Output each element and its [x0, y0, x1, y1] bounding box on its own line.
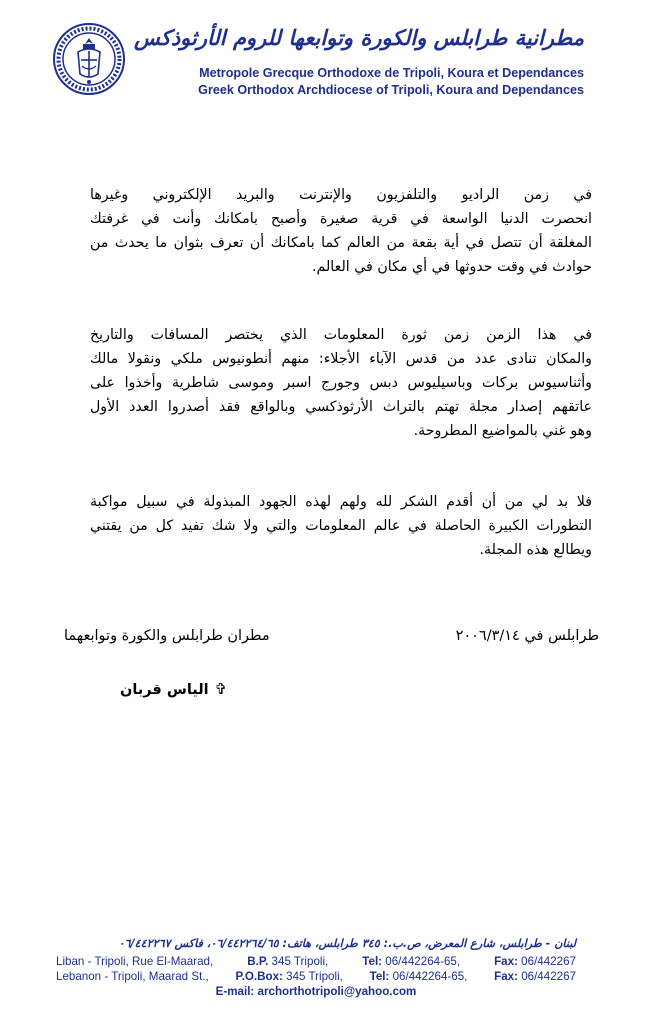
footer-bp: [247, 955, 328, 968]
signature-name: الياس قربان: [120, 682, 209, 698]
bp-label: B.P.: [247, 955, 269, 968]
cross-icon: ✞: [214, 680, 228, 698]
footer-address: Lebanon - Tripoli, Maarad St.,: [56, 970, 209, 983]
archdiocese-seal-icon: [52, 22, 126, 96]
pobox-label: P.O.Box:: [235, 970, 283, 983]
footer-fax: [494, 955, 576, 968]
fax-label: Fax:: [494, 970, 518, 983]
fax-value: 06/442267: [521, 955, 576, 968]
pobox-value: 345 Tripoli,: [286, 970, 343, 983]
header-english-title: Greek Orthodox Archdiocese of Tripoli, Koura and Dependances: [198, 83, 584, 97]
footer-arabic-address: لبنان - طرابلس، شارع المعرض، ص.ب.: ٣٤٥ طرابلس، هاتف: ٠٦/٤٤٢٢٦٤/٦٥، فاكس ٠٦/٤٤٢٢٦٧: [118, 937, 576, 950]
paragraph-line: في هذا الزمن زمن ثورة المعلومات الذي يختصر المسافات والتاريخ: [90, 327, 592, 343]
paragraph-line: حوادث في وقت حدوثها في أي مكان في العالم.: [312, 259, 592, 275]
footer-french-address: [56, 955, 576, 968]
fax-value: 06/442267: [521, 970, 576, 983]
header-arabic-title: مطرانية طرابلس والكورة وتوابعها للروم الأرثوذكس: [134, 26, 584, 50]
footer-english-address: [56, 970, 576, 983]
paragraph-line: وهو غني بالمواضيع المطروحة.: [413, 423, 592, 439]
footer-fax: [494, 970, 576, 983]
footer-address: Liban - Tripoli, Rue El-Maarad,: [56, 955, 214, 968]
tel-label: Tel:: [362, 955, 383, 968]
tel-value: 06/442264-65,: [392, 970, 468, 983]
fax-label: Fax:: [494, 955, 518, 968]
email-link[interactable]: archorthotripoli@yahoo.com: [257, 985, 417, 998]
bp-value: 345 Tripoli,: [271, 955, 329, 968]
paragraph-line: انحصرت الدنيا الواسعة في قرية صغيرة وأصبح بامكانك وأنت في غرفتك: [90, 211, 592, 227]
paragraph-1: [90, 183, 592, 279]
paragraph-line: والمكان تنادى عدد من قدس الآباء الأجلاء: منهم أنطونيوس ملكي ونقولا مالك: [90, 351, 592, 367]
header-french-title: Metropole Grecque Orthodoxe de Tripoli, Koura et Dependances: [199, 66, 584, 80]
paragraph-line: في زمن الراديو والتلفزيون والإنترنت والبريد الإلكتروني وغيرها: [90, 187, 592, 203]
footer-tel: [370, 970, 468, 983]
tel-value: 06/442264-65,: [385, 955, 461, 968]
paragraph-line: ويطالع هذه المجلة.: [479, 542, 592, 558]
paragraph-2: [90, 323, 592, 443]
paragraph-line: التطورات الكبيرة الحاصلة في عالم المعلومات والتي ولا شك تفيد كل من يقتني: [90, 518, 592, 534]
bishop-title: مطران طرابلس والكورة وتوابعهما: [64, 628, 270, 644]
footer-email: [56, 985, 576, 998]
place-and-date: طرابلس في ٢٠٠٦/٣/١٤: [455, 628, 599, 644]
paragraph-line: وأثناسيوس بركات وباسيليوس دبس وجورج اسبر وموسى شاطرية وأخذوا على: [90, 375, 592, 391]
paragraph-line: عاتقهم إصدار مجلة تهتم بالتراث الأرثوذكسي وبالواقع فقد أصدروا العدد الأول: [90, 399, 592, 415]
footer-pobox: [235, 970, 342, 983]
paragraph-line: المغلقة أن تتصل في أية بقعة من العالم كما بامكانك أن تعرف بثوان ما يحدث من: [90, 235, 592, 251]
paragraph-3: [90, 490, 592, 562]
footer-tel: [362, 955, 460, 968]
signature: [120, 680, 227, 698]
paragraph-line: فلا بد لي من أن أقدم الشكر لله ولهم لهذه الجهود المبذولة في سبيل مواكبة: [90, 494, 592, 510]
tel-label: Tel:: [369, 970, 390, 983]
email-label: E-mail:: [215, 985, 255, 998]
